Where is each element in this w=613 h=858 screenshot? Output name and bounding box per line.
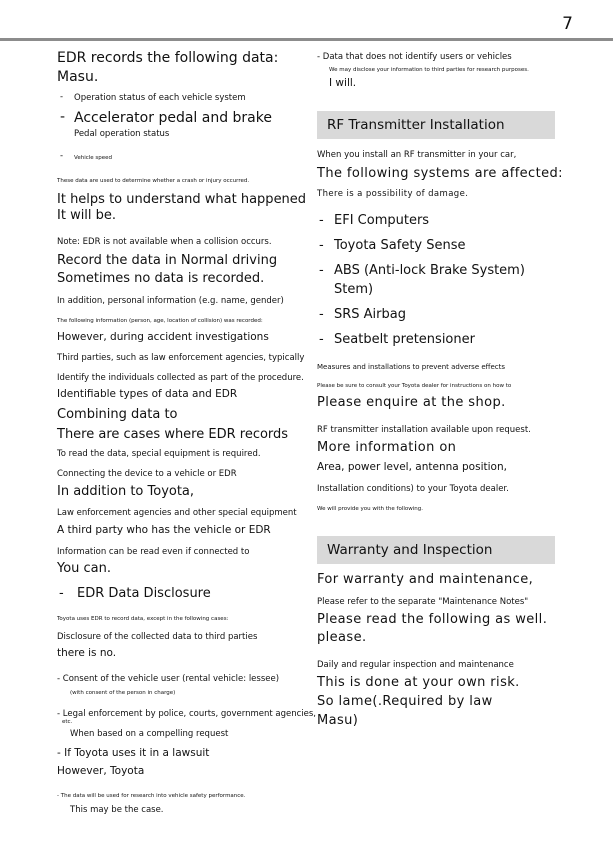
right-paragraph-line: There is a possibility of damage. <box>317 189 469 199</box>
exception-item-sub: When based on a compelling request <box>70 729 229 739</box>
affected-system-abs-cont: Stem) <box>334 282 374 297</box>
right-paragraph-line: Please read the following as well. <box>317 612 548 627</box>
edr-intro-line2: Masu. <box>57 69 99 85</box>
affected-system-efi: EFI Computers <box>334 213 430 228</box>
left-paragraph-line: there is no. <box>57 647 117 659</box>
left-paragraph-line: These data are used to determine whether a crash or injury occurred. <box>57 178 250 184</box>
right-paragraph-line: Area, power level, antenna position, <box>317 461 507 473</box>
left-paragraph-line: The following information (person, age, location of collision) was recorded: <box>57 318 263 324</box>
data-item-pedal: Accelerator pedal and brake <box>74 110 272 126</box>
left-paragraph-line: Record the data in Normal driving <box>57 253 278 268</box>
exception-item-sub: However, Toyota <box>57 765 145 777</box>
left-paragraph-line: Disclosure of the collected data to third parties <box>57 632 258 642</box>
left-paragraph-line: Combining data to <box>57 407 178 422</box>
note-line: Note: EDR is not available when a collision occurs. <box>57 237 272 247</box>
right-paragraph-line: More information on <box>317 440 457 455</box>
rf-section-header <box>317 111 555 139</box>
right-paragraph-line: RF transmitter installation available upon request. <box>317 425 531 435</box>
exception-item-sub: This may be the case. <box>70 805 164 815</box>
rf-section-title: RF Transmitter Installation <box>327 117 505 133</box>
right-paragraph-line: The following systems are affected: <box>317 166 563 181</box>
bullet-marker: - <box>319 332 324 347</box>
right-paragraph-line: please. <box>317 630 367 645</box>
page-number: 7 <box>562 14 573 34</box>
left-paragraph-line: Law enforcement agencies and other special equipment <box>57 508 297 518</box>
bullet-marker: - <box>319 213 324 228</box>
left-paragraph-line: Sometimes no data is recorded. <box>57 271 265 286</box>
left-paragraph-line: There are cases where EDR records <box>57 427 289 442</box>
data-item-pedal-sub: Pedal operation status <box>74 129 170 139</box>
right-paragraph-line: Please enquire at the shop. <box>317 395 506 410</box>
data-item-operation-status: Operation status of each vehicle system <box>74 93 246 103</box>
bullet-marker: - <box>319 238 324 253</box>
right-paragraph-line: When you install an RF transmitter in your car, <box>317 150 517 160</box>
right-paragraph-line: Please be sure to consult your Toyota dealer for instructions on how to <box>317 383 512 389</box>
right-paragraph-line: This is done at your own risk. <box>317 675 520 690</box>
bullet-marker: - <box>59 586 64 601</box>
edr-intro-line1: EDR records the following data: <box>57 50 279 66</box>
left-paragraph-line: It helps to understand what happened <box>57 192 307 207</box>
warranty-section-header <box>317 536 555 564</box>
bullet-marker: - <box>60 92 64 102</box>
left-paragraph-line: Information can be read even if connected to <box>57 547 250 557</box>
right-paragraph-line: I will. <box>329 77 357 89</box>
left-paragraph-line: Connecting the device to a vehicle or EDR <box>57 469 237 479</box>
left-paragraph-line: Toyota uses EDR to record data, except in the following cases: <box>57 616 229 622</box>
top-divider <box>0 38 613 41</box>
right-paragraph-line: We may disclose your information to third parties for research purposes. <box>329 67 529 73</box>
affected-system-srs: SRS Airbag <box>334 307 406 322</box>
right-paragraph-line: We will provide you with the following. <box>317 506 424 512</box>
affected-system-abs: ABS (Anti-lock Brake System) <box>334 263 525 278</box>
left-paragraph-line: To read the data, special equipment is required. <box>57 449 261 459</box>
exception-item: - The data will be used for research into vehicle safety performance. <box>57 793 246 799</box>
exception-item: - Consent of the vehicle user (rental vehicle: lessee) <box>57 674 280 684</box>
left-paragraph-line: Identifiable types of data and EDR <box>57 388 238 400</box>
left-paragraph-line: You can. <box>57 561 112 576</box>
left-paragraph-line: In addition, personal information (e.g. name, gender) <box>57 296 284 306</box>
exception-item: - Legal enforcement by police, courts, government agencies, <box>57 709 317 719</box>
right-paragraph-line: For warranty and maintenance, <box>317 572 534 587</box>
right-paragraph-line: Daily and regular inspection and maintenance <box>317 660 514 670</box>
exception-item-etc: etc. <box>62 719 73 725</box>
left-paragraph-line: In addition to Toyota, <box>57 484 195 499</box>
bullet-marker: - <box>319 307 324 322</box>
exception-item-sub: (with consent of the person in charge) <box>70 690 176 696</box>
left-paragraph-line: However, during accident investigations <box>57 331 269 343</box>
right-paragraph-line: Masu) <box>317 713 359 728</box>
bullet-marker: - <box>319 263 324 278</box>
left-paragraph-line: Third parties, such as law enforcement agencies, typically <box>57 353 305 363</box>
affected-system-tss: Toyota Safety Sense <box>334 238 466 253</box>
affected-system-seatbelt: Seatbelt pretensioner <box>334 332 475 347</box>
left-paragraph-line: Identify the individuals collected as part of the procedure. <box>57 373 304 383</box>
right-paragraph-line: - Data that does not identify users or vehicles <box>317 52 512 62</box>
disclosure-heading: EDR Data Disclosure <box>77 586 211 601</box>
right-paragraph-line: So lame(.Required by law <box>317 694 493 709</box>
bullet-marker: - <box>60 109 66 125</box>
right-paragraph-line: Measures and installations to prevent adverse effects <box>317 363 506 371</box>
right-paragraph-line: Please refer to the separate "Maintenance Notes" <box>317 597 529 607</box>
right-paragraph-line: Installation conditions) to your Toyota dealer. <box>317 484 509 494</box>
left-paragraph-line: It will be. <box>57 208 117 223</box>
bullet-marker: - <box>60 151 64 161</box>
data-item-speed: Vehicle speed <box>74 155 113 161</box>
warranty-section-title: Warranty and Inspection <box>327 542 493 558</box>
left-paragraph-line: A third party who has the vehicle or EDR <box>57 524 271 536</box>
exception-item: - If Toyota uses it in a lawsuit <box>57 747 210 759</box>
